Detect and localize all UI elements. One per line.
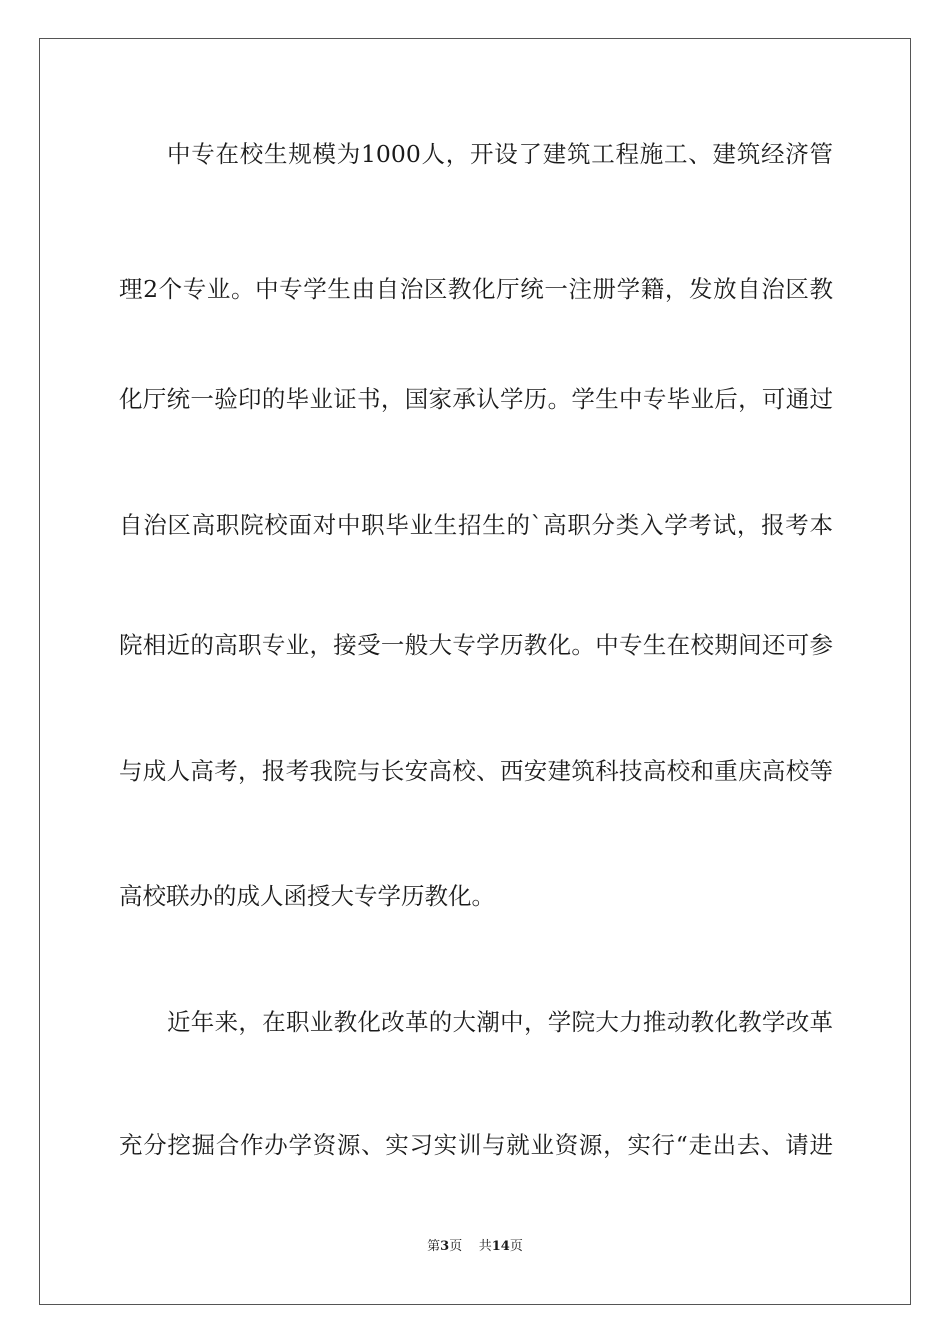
paragraph-line-5: 院相近的高职专业，接受一般大专学历教化。中专生在校期间还可参 — [119, 631, 833, 659]
page-frame — [39, 38, 911, 1305]
paragraph-line-9: 充分挖掘合作办学资源、实习实训与就业资源，实行“走出去、请进 — [119, 1131, 833, 1159]
total-pages: 14 — [491, 1239, 510, 1254]
paragraph-line-7: 高校联办的成人函授大专学历教化。 — [119, 882, 495, 910]
total-suffix: 页 — [509, 1239, 523, 1254]
page-prefix: 第 — [427, 1239, 441, 1254]
page-number: 3 — [440, 1239, 450, 1254]
total-prefix: 共 — [478, 1239, 492, 1254]
page-footer — [40, 1235, 910, 1254]
page-suffix: 页 — [449, 1239, 463, 1254]
paragraph-line-3: 化厅统一验印的毕业证书，国家承认学历。学生中专毕业后，可通过 — [119, 385, 833, 413]
paragraph-line-1: 中专在校生规模为1000人，开设了建筑工程施工、建筑经济管 — [167, 140, 833, 168]
paragraph-line-8: 近年来，在职业教化改革的大潮中，学院大力推动教化教学改革 — [167, 1008, 833, 1036]
paragraph-line-4: 自治区高职院校面对中职毕业生招生的`高职分类入学考试，报考本 — [119, 511, 833, 539]
paragraph-line-2: 理2个专业。中专学生由自治区教化厅统一注册学籍，发放自治区教 — [119, 275, 833, 303]
paragraph-line-6: 与成人高考，报考我院与长安高校、西安建筑科技高校和重庆高校等 — [119, 757, 833, 785]
